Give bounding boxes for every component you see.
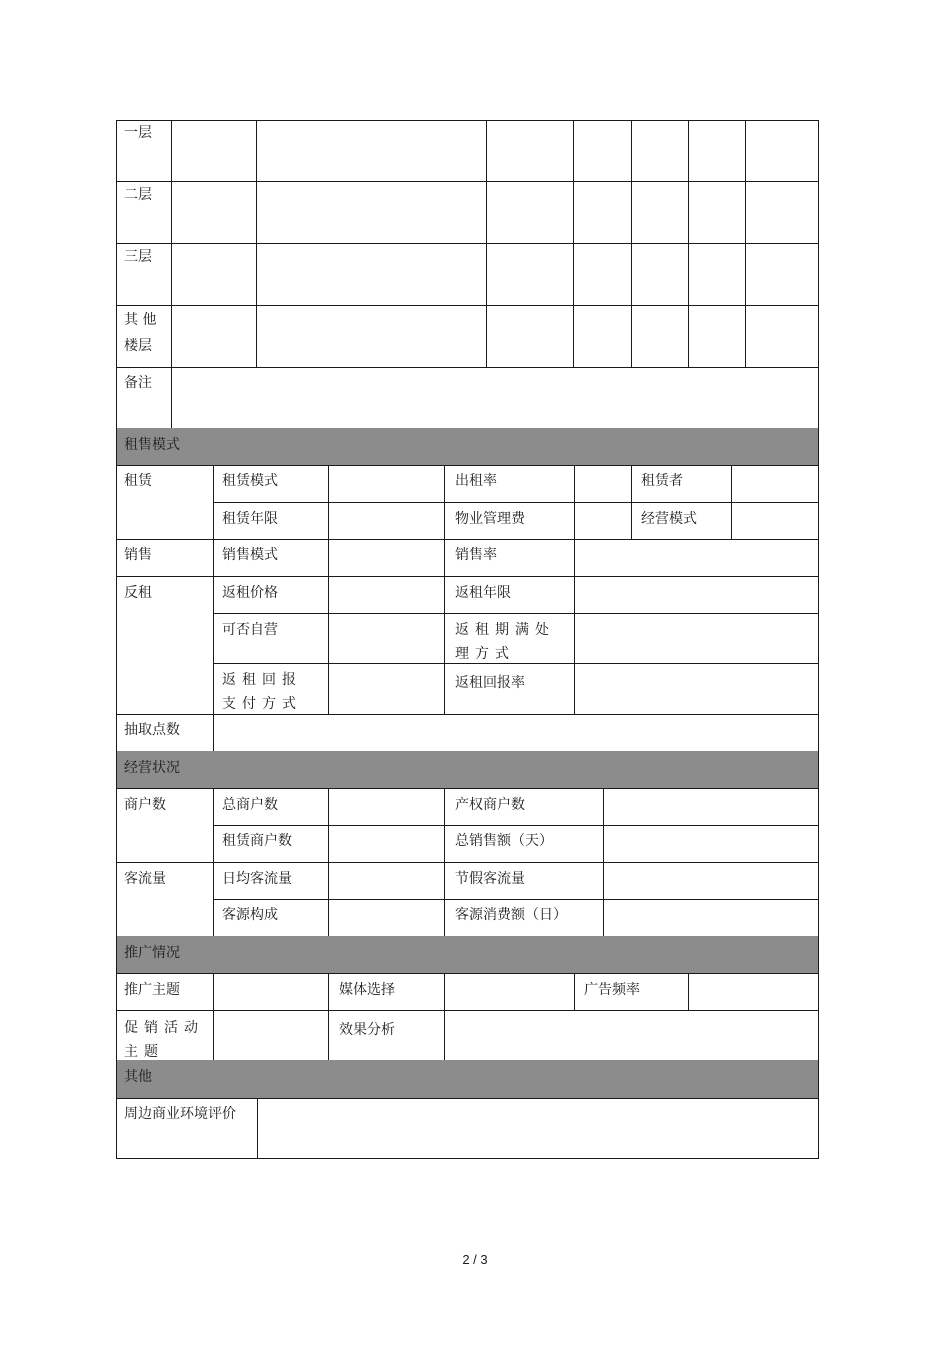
customer-spend-label: 客源消费额（日） xyxy=(455,907,567,923)
leaseback-term-label: 返租年限 xyxy=(455,585,511,601)
customer-source-label: 客源构成 xyxy=(222,907,278,923)
operation-mode-label: 经营模式 xyxy=(641,511,697,527)
holiday-traffic-label: 节假客流量 xyxy=(455,871,525,887)
floor-label-1: 一层 xyxy=(124,125,152,141)
effect-analysis-label: 效果分析 xyxy=(339,1022,395,1038)
merchants-label: 商户数 xyxy=(124,797,166,813)
leaseback-expiry-label: 返租期满处理方式 xyxy=(455,622,555,662)
floor-label-other: 其 他 楼层 xyxy=(124,312,157,354)
rent-term-label: 租赁年限 xyxy=(222,511,278,527)
traffic-label: 客流量 xyxy=(124,871,166,887)
occupancy-rate-label: 出租率 xyxy=(455,473,497,489)
total-sales-label: 总销售额（天） xyxy=(455,833,553,849)
promo-theme-label: 推广主题 xyxy=(124,982,180,998)
floor-label-3: 三层 xyxy=(124,249,152,265)
floor-label-2: 二层 xyxy=(124,187,152,203)
sale-mode-label: 销售模式 xyxy=(222,547,278,563)
leaseback-return-rate-label: 返租回报率 xyxy=(455,675,525,691)
section-header-other: 其他 xyxy=(116,1060,819,1098)
leaseback-label: 反租 xyxy=(124,585,152,601)
property-fee-label: 物业管理费 xyxy=(455,511,525,527)
ad-frequency-label: 广告频率 xyxy=(584,982,640,998)
commission-points-label: 抽取点数 xyxy=(124,722,180,738)
section-header-leasing: 租售模式 xyxy=(116,428,819,465)
lease-merchants-label: 租赁商户数 xyxy=(222,833,292,849)
remarks-label: 备注 xyxy=(124,375,152,391)
owner-merchants-label: 产权商户数 xyxy=(455,797,525,813)
page-number: 2 / 3 xyxy=(462,1252,488,1267)
total-merchants-label: 总商户数 xyxy=(222,797,278,813)
tenant-label: 租赁者 xyxy=(641,473,683,489)
section-header-operations: 经营状况 xyxy=(116,751,819,788)
leaseback-payment-label: 返租回报支付方式 xyxy=(222,672,302,712)
self-operated-label: 可否自营 xyxy=(222,622,278,638)
rent-mode-label: 租赁模式 xyxy=(222,473,278,489)
leaseback-price-label: 返租价格 xyxy=(222,585,278,601)
rent-label: 租赁 xyxy=(124,473,152,489)
campaign-theme-label: 促销活动主题 xyxy=(124,1020,204,1060)
sale-rate-label: 销售率 xyxy=(455,547,497,563)
surroundings-eval-label: 周边商业环境评价 xyxy=(124,1106,236,1122)
media-label: 媒体选择 xyxy=(339,982,395,998)
section-header-promotion: 推广情况 xyxy=(116,936,819,973)
sale-label: 销售 xyxy=(124,547,152,563)
daily-traffic-label: 日均客流量 xyxy=(222,871,292,887)
